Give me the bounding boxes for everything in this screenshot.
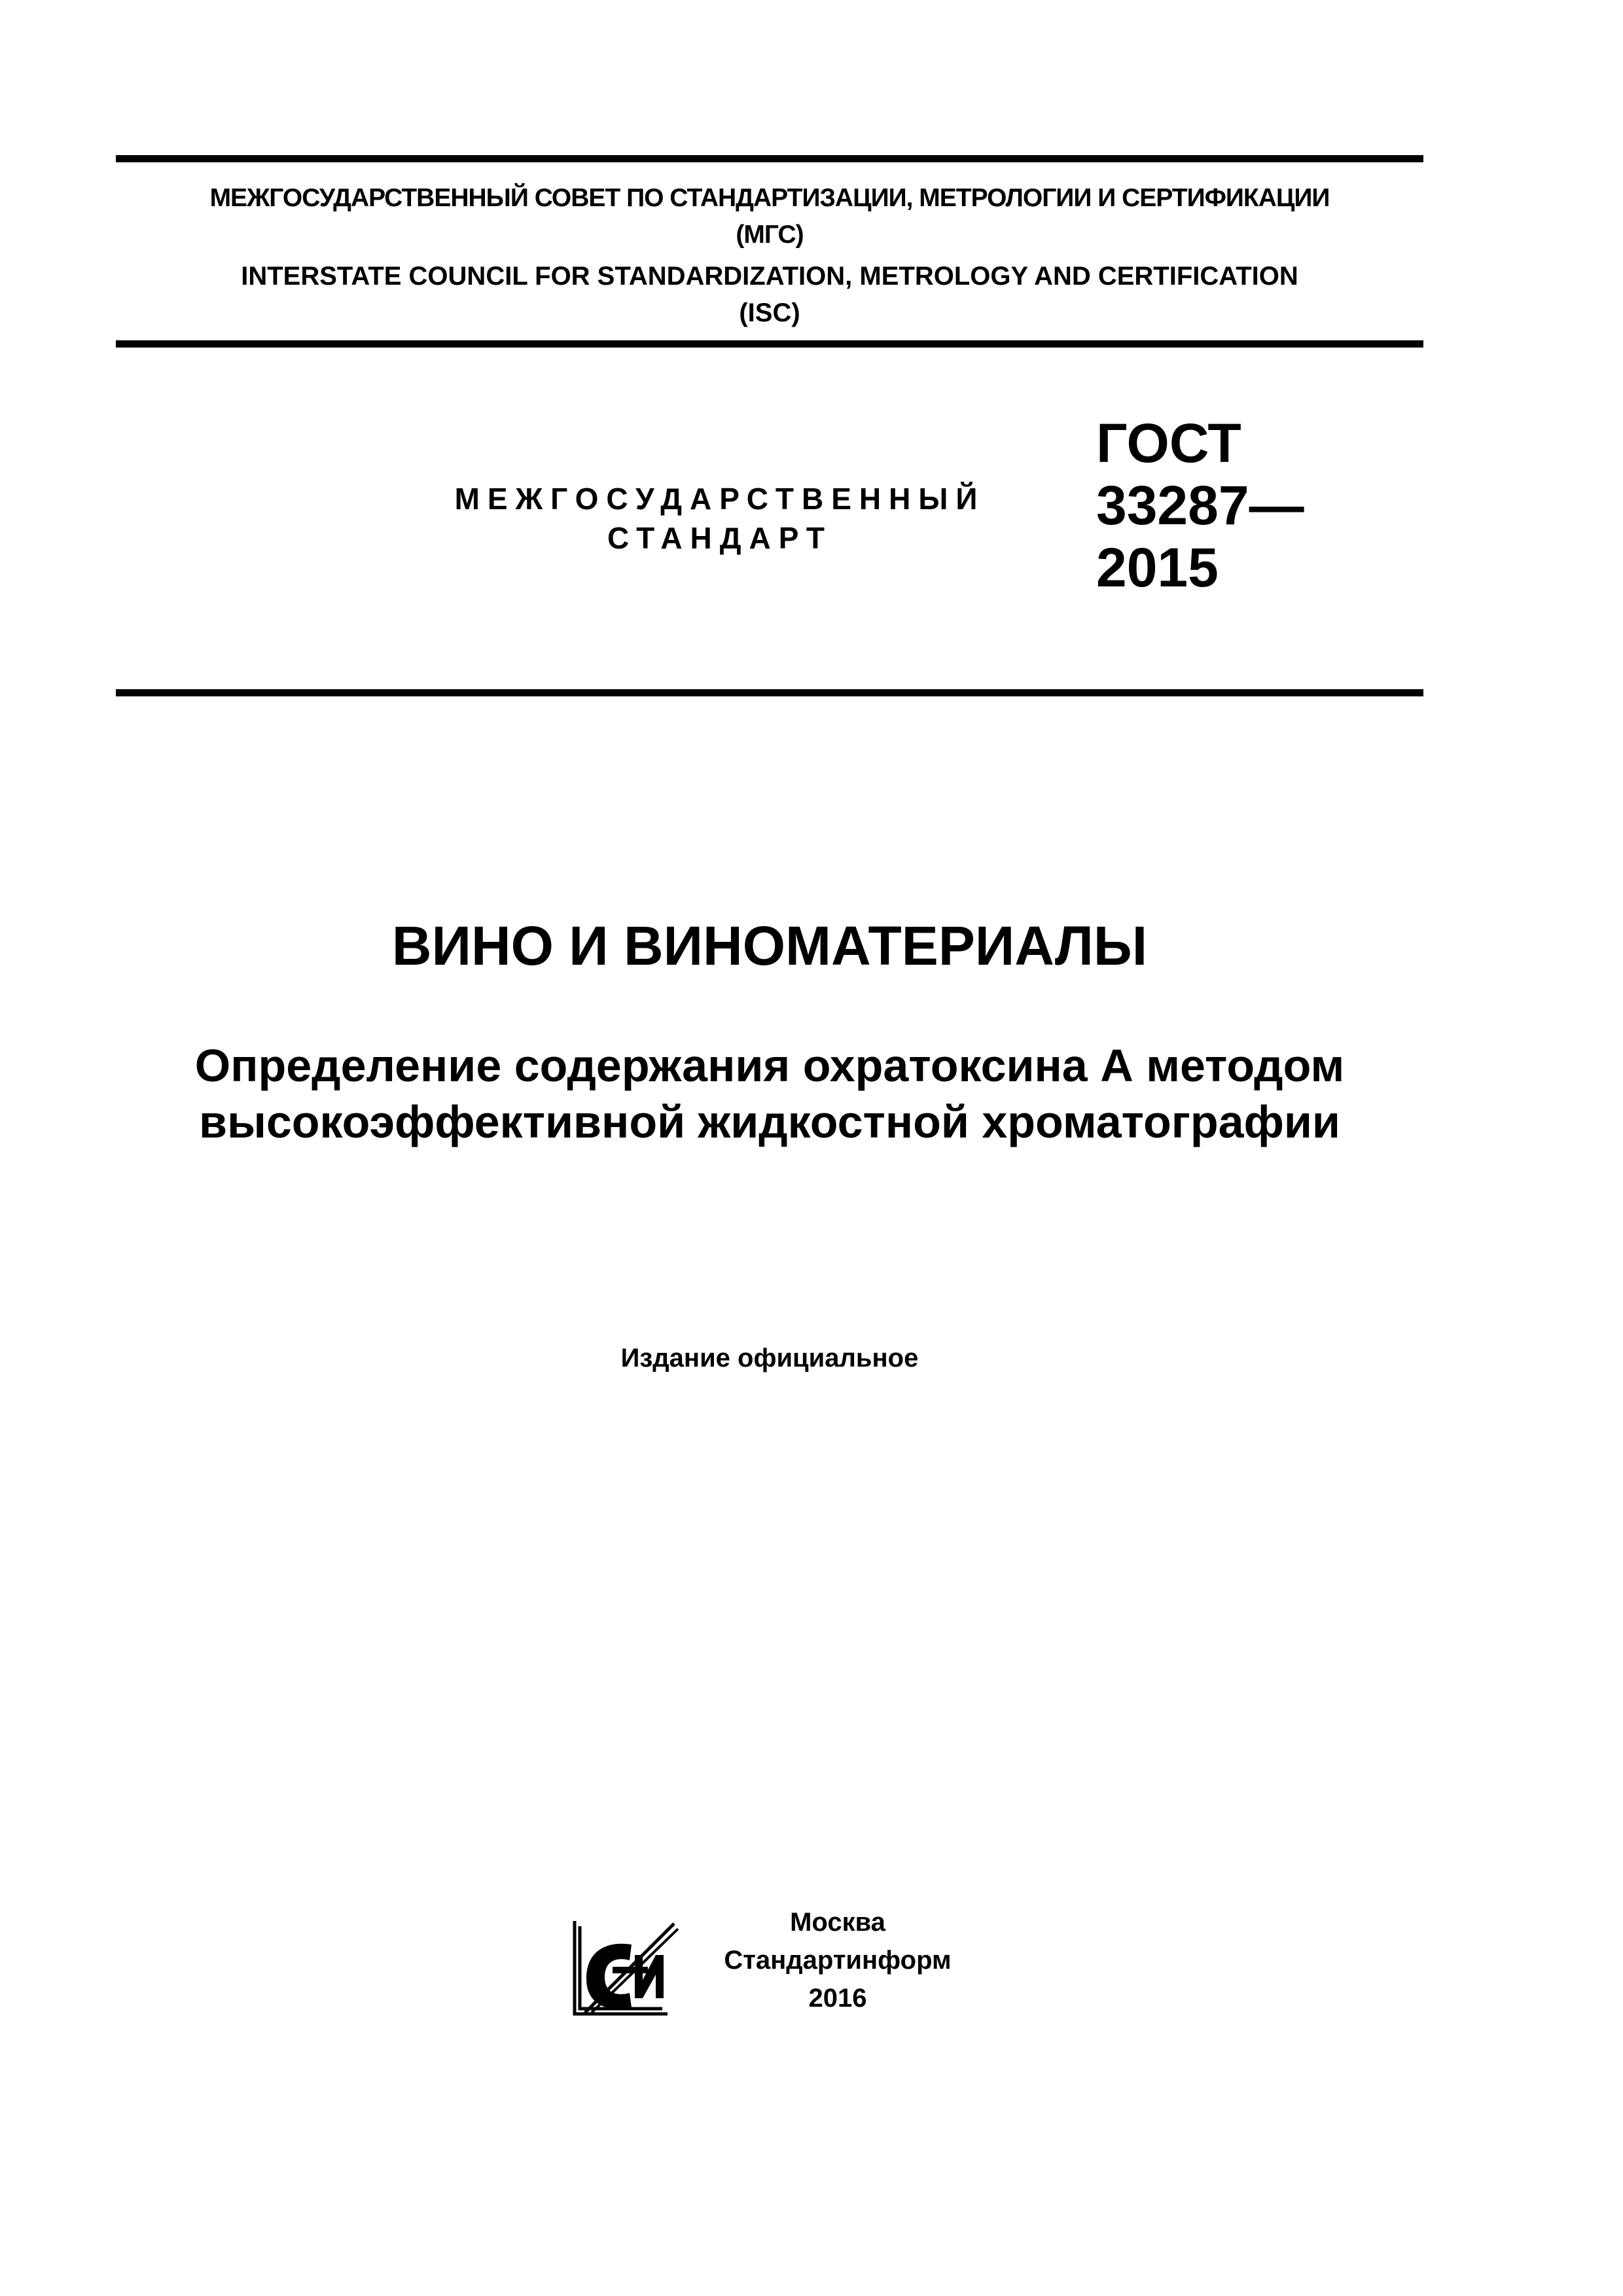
standard-code-prefix: ГОСТ	[1096, 412, 1241, 474]
publisher-block	[707, 1903, 969, 2017]
publisher-city: Москва	[790, 1908, 885, 1937]
document-title: ВИНО И ВИНОМАТЕРИАЛЫ	[391, 915, 1148, 977]
standard-code-year: 2015	[1096, 537, 1219, 598]
council-name-ru-line1: МЕЖГОСУДАРСТВЕННЫЙ СОВЕТ ПО СТАНДАРТИЗАЦИИ, МЕТРОЛОГИИ И СЕРТИФИКАЦИИ	[209, 184, 1330, 212]
council-name-en-line1: INTERSTATE COUNCIL FOR STANDARDIZATION, METROLOGY AND CERTIFICATION	[241, 262, 1298, 291]
publisher-name: Стандартинформ	[724, 1946, 952, 1975]
document-subtitle	[116, 1037, 1423, 1150]
standard-type-line2: СТАНДАРТ	[607, 521, 832, 555]
top-rule	[116, 155, 1423, 162]
standard-code	[1096, 412, 1304, 599]
header-bottom-rule	[116, 340, 1423, 348]
publication-year: 2016	[808, 1984, 867, 2013]
council-abbr-en: (ISC)	[739, 298, 800, 327]
standartinform-logo-icon	[569, 1914, 681, 2019]
edition-label: Издание официальное	[620, 1344, 919, 1372]
council-name-ru	[116, 180, 1423, 253]
document-subtitle-line2: высокоэффективной жидкостной хроматографии	[199, 1096, 1340, 1147]
standard-type	[393, 479, 1047, 558]
council-name-en	[116, 258, 1423, 331]
council-abbr-ru: (МГС)	[736, 221, 804, 249]
standard-bottom-rule	[116, 689, 1423, 696]
standard-type-line1: МЕЖГОСУДАРСТВЕННЫЙ	[454, 482, 986, 516]
document-subtitle-line1: Определение содержания охратоксина А методом	[194, 1040, 1345, 1091]
standard-code-number: 33287—	[1096, 475, 1304, 536]
